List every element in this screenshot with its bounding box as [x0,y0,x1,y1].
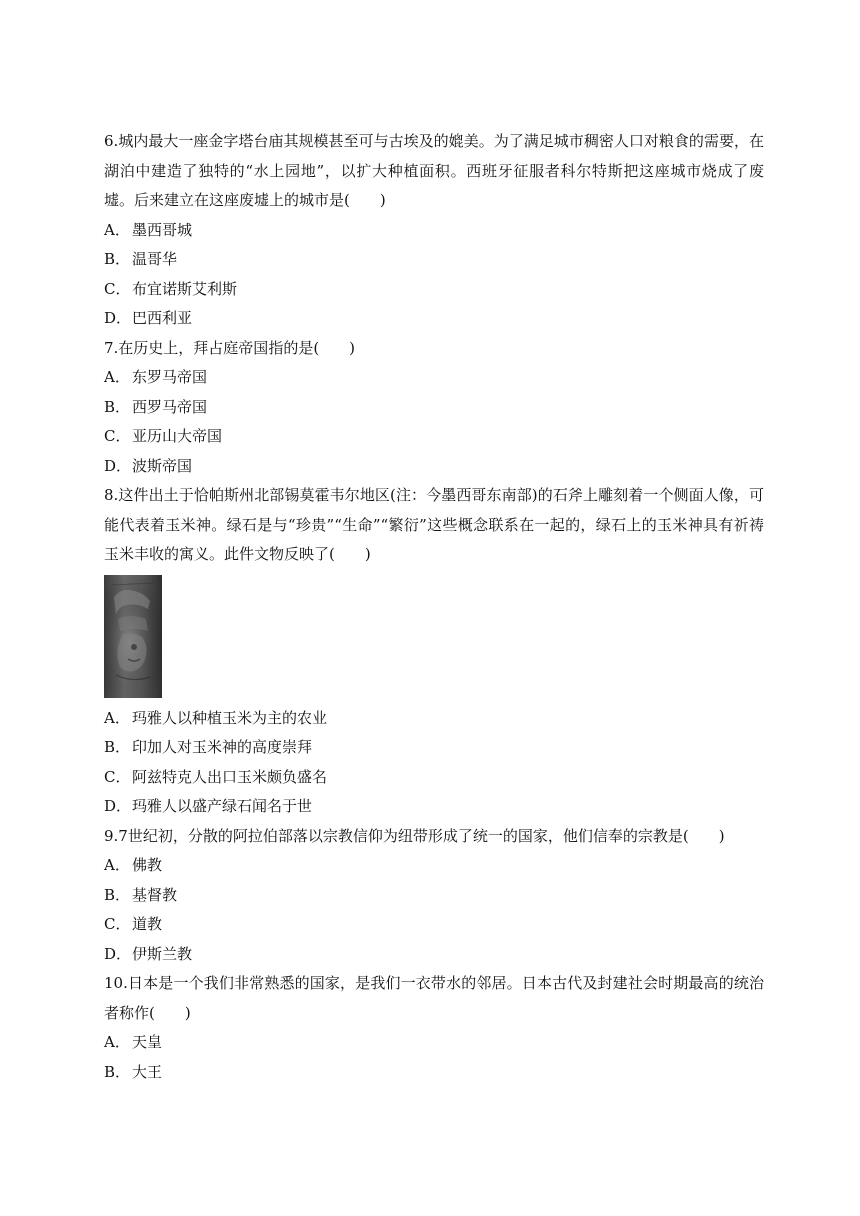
option-letter: A． [104,708,130,727]
option-text: 波斯帝国 [132,456,193,475]
option-letter: D． [104,944,132,963]
option-text: 东罗马帝国 [132,368,208,386]
option-text: 玛雅人以盛产绿石闻名于世 [132,797,313,815]
option-text: 阿兹特克人出口玉米颇负盛名 [132,767,328,786]
option-text: 墨西哥城 [132,220,193,239]
option-letter: A． [104,220,130,239]
question-9-stem: 9.7世纪初，分散的阿拉伯部落以宗教信仰为纽带形成了统一的国家，他们信奉的宗教是( ) [104,826,725,845]
question-7-option-c[interactable] [104,422,764,452]
option-text: 基督教 [132,885,178,904]
option-letter: C． [104,427,131,445]
option-text: 天皇 [132,1033,163,1051]
question-6 [104,127,764,334]
option-letter: B． [104,250,131,268]
option-letter: B． [104,397,131,416]
question-9 [104,822,764,970]
question-6-option-a[interactable] [104,216,764,246]
question-6-option-b[interactable] [104,245,764,275]
option-text: 伊斯兰教 [132,944,193,963]
question-7-option-a[interactable] [104,363,764,393]
option-letter: C． [104,279,131,298]
question-8 [104,481,764,822]
option-letter: D． [104,797,132,815]
option-text: 亚历山大帝国 [132,427,223,445]
question-8-stem: 8.这件出土于恰帕斯州北部锡莫霍韦尔地区(注：今墨西哥东南部)的石斧上雕刻着一个侧面人像，可能代表着玉米神。绿石是与“珍贵”“生命”“繁衍”这些概念联系在一起的，绿石上的玉米神具有祈祷玉米丰收的寓义。此件文物反映了( ) [104,486,764,563]
question-8-option-a[interactable] [104,704,764,734]
option-text: 玛雅人以种植玉米为主的农业 [132,708,328,727]
option-text: 布宜诺斯艾利斯 [132,279,238,298]
question-10 [104,969,764,1087]
question-7-stem: 7.在历史上，拜占庭帝国指的是( ) [104,338,356,357]
question-7 [104,334,764,482]
option-letter: B． [104,738,131,756]
question-9-option-a[interactable] [104,851,764,881]
option-letter: C． [104,915,131,933]
question-10-stem: 10.日本是一个我们非常熟悉的国家，是我们一衣带水的邻居。日本古代及封建社会时期最高的统治者称作( ) [104,974,764,1022]
option-text: 西罗马帝国 [132,397,208,416]
question-7-option-d[interactable] [104,452,764,482]
option-text: 佛教 [132,856,163,874]
question-8-option-c[interactable] [104,763,764,793]
option-text: 温哥华 [132,250,178,268]
option-letter: D． [104,456,132,475]
option-text: 巴西利亚 [132,309,193,327]
worksheet-page [104,127,764,1087]
option-letter: A． [104,1033,130,1051]
question-9-option-c[interactable] [104,910,764,940]
question-8-option-d[interactable] [104,792,764,822]
question-8-option-b[interactable] [104,733,764,763]
question-9-option-b[interactable] [104,881,764,911]
question-6-option-c[interactable] [104,275,764,305]
option-letter: B． [104,885,131,904]
question-7-option-b[interactable] [104,393,764,423]
question-9-option-d[interactable] [104,940,764,970]
option-text: 道教 [132,915,163,933]
question-6-stem: 6.城内最大一座金字塔台庙其规模甚至可与古埃及的媲美。为了满足城市稠密人口对粮食的需要，在湖泊中建造了独特的“水上园地”，以扩大种植面积。西班牙征服者科尔特斯把这座城市烧成了废墟。后来建立在这座废墟上的城市是( ) [104,132,764,209]
option-text: 印加人对玉米神的高度崇拜 [132,738,313,756]
option-letter: C． [104,767,131,786]
option-text: 大王 [132,1062,163,1081]
question-6-option-d[interactable] [104,304,764,334]
option-letter: A． [104,368,130,386]
question-10-option-a[interactable] [104,1028,764,1058]
option-letter: A． [104,856,130,874]
option-letter: D． [104,309,132,327]
option-letter: B． [104,1062,131,1081]
question-10-option-b[interactable] [104,1058,764,1088]
stone-axe-relief-image [104,575,162,698]
